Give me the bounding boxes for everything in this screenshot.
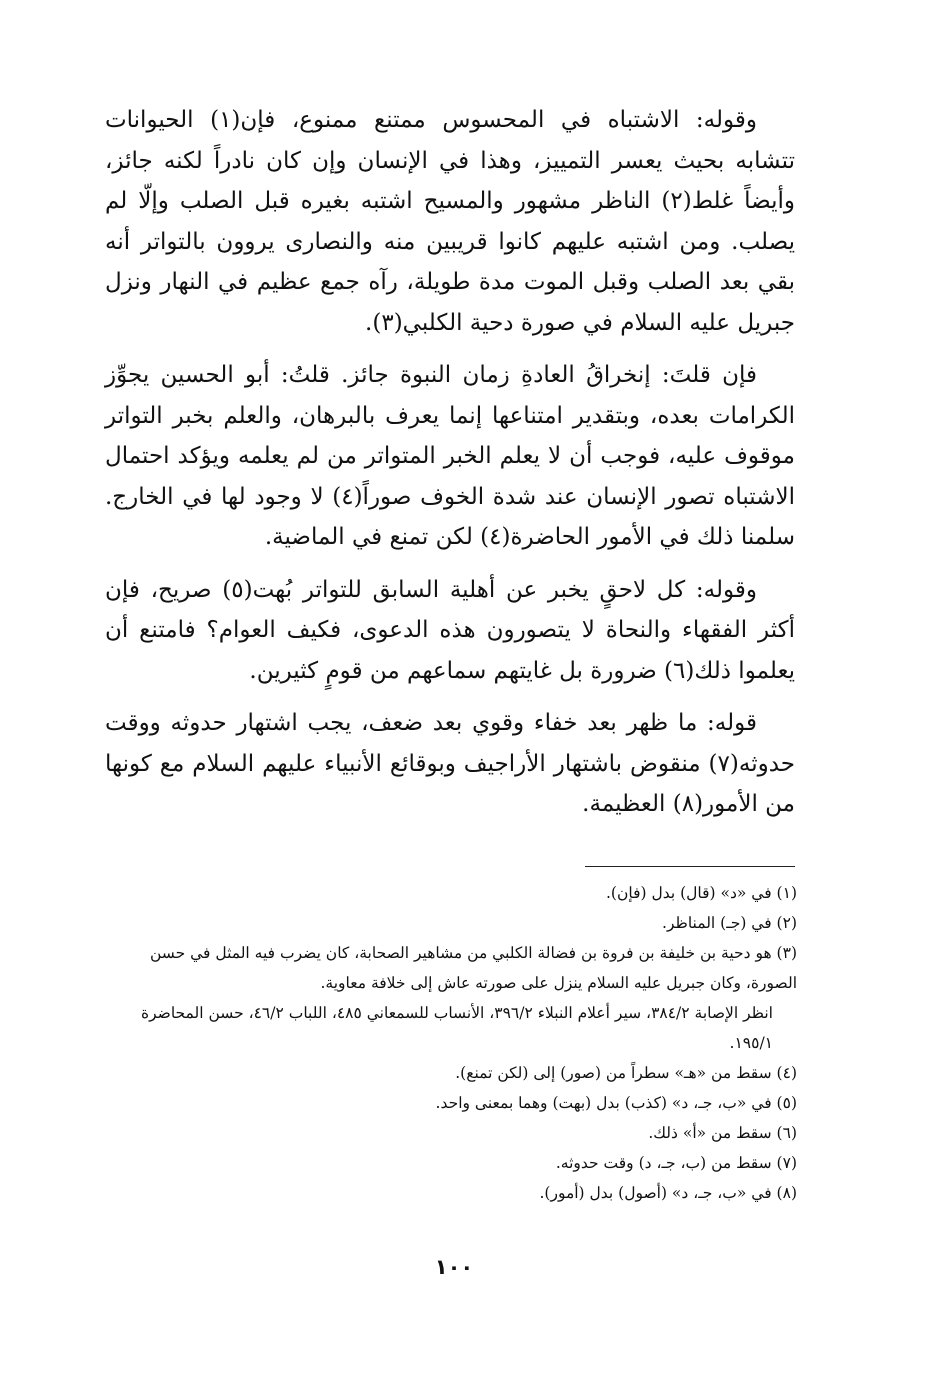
- footnote-separator: [585, 866, 795, 867]
- footnote: (٤) سقط من «هـ» سطراً من (صور) إلى (لكن تمنع).: [455, 1064, 797, 1082]
- footnote: (٦) سقط من «أ» ذلك.: [648, 1124, 797, 1142]
- footnote: (٢) في (جـ) المناظر.: [662, 914, 797, 932]
- footnote: (٣) هو دحية بن خليفة بن فروة بن فضالة الكلبي من مشاهير الصحابة، كان يضرب فيه المثل في حسن الصورة، وكان جبريل عليه السلام ينزل على صورته عاش إلى خلافة معاوية.: [149, 944, 797, 992]
- footnote: (١) في «د» (قال) بدل (فإن).: [605, 884, 797, 902]
- footnote: (٥) في «ب، جـ، د» (كذب) بدل (بهت) وهما بمعنى واحد.: [435, 1094, 797, 1112]
- paragraph: وقوله: الاشتباه في المحسوس ممتنع ممنوع، فإن(١) الحيوانات تتشابه بحيث يعسر التمييز، وهذا في الإنسان وإن كان نادراً لكنه جائز، وأيضاً غلط(٢) الناظر مشهور والمسيح اشتبه بغيره قبل الصلب وإلّا لم يصلب. ومن اشتبه عليهم كانوا قريبين منه والنصارى يروون بالتواتر أنه بقي بعد الصلب وقبل الموت مدة طويلة، رآه جمع عظيم في النهار ونزل جبريل عليه السلام في صورة دحية الكلبي(٣).: [105, 107, 795, 336]
- main-text: [105, 100, 795, 825]
- footnote-continuation: انظر الإصابة ٣٨٤/٢، سير أعلام النبلاء ٣٩٦/٢، الأنساب للسمعاني ٤٨٥، اللباب ٤٦/٢، حسن المحاضرة ١٩٥/١.: [140, 1004, 773, 1052]
- footnote: (٨) في «ب، جـ، د» (أصول) بدل (أمور).: [539, 1184, 797, 1202]
- footnote: (٧) سقط من (ب، جـ، د) وقت حدوثه.: [555, 1154, 797, 1172]
- page-number: ١٠٠: [434, 1255, 474, 1279]
- paragraph: قوله: ما ظهر بعد خفاء وقوي بعد ضعف، يجب اشتهار حدوثه ووقت حدوثه(٧) منقوض باشتهار الأراجيف وبوقائع الأنبياء عليهم السلام مع كونها من الأمور(٨) العظيمة.: [105, 710, 795, 817]
- paragraph: فإن قلتَ: إنخراقُ العادةِ زمان النبوة جائز. قلتُ: أبو الحسين يجوِّز الكرامات بعده، وبتقدير امتناعها إنما يعرف بالبرهان، والعلم بخبر التواتر موقوف عليه، فوجب أن لا يعلم الخبر المتواتر من لم يعلمه ويؤكد احتمال الاشتباه تصور الإنسان عند شدة الخوف صوراً(٤) لا وجود لها في الخارج. سلمنا ذلك في الأمور الحاضرة(٤) لكن تمنع في الماضية.: [105, 362, 795, 550]
- footnotes: [105, 878, 797, 1208]
- paragraph: وقوله: كل لاحقٍ يخبر عن أهلية السابق للتواتر بُهت(٥) صريح، فإن أكثر الفقهاء والنحاة لا يتصورون هذه الدعوى، فكيف العوام؟ فامتنع أن يعلموا ذلك(٦) ضرورة بل غايتهم سماعهم من قومٍ كثيرين.: [105, 576, 795, 684]
